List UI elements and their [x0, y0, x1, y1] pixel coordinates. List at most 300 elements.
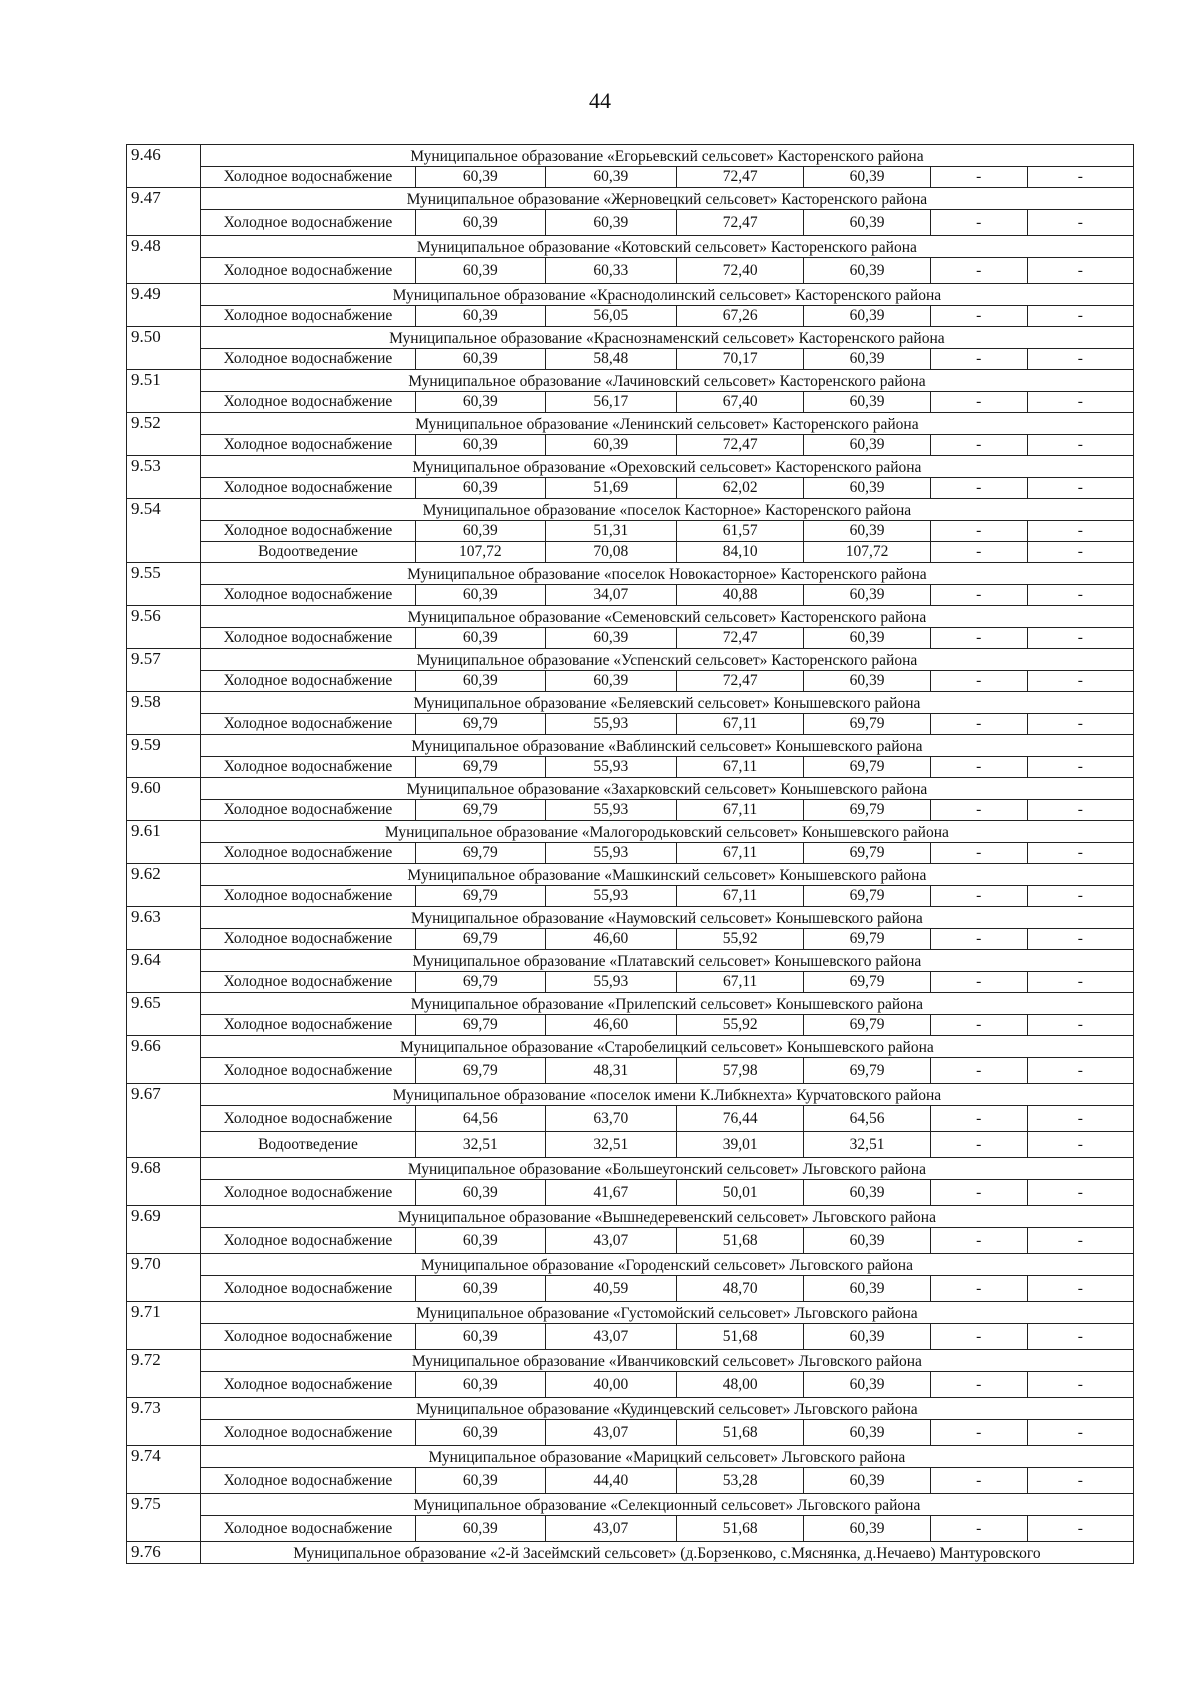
empty-value-cell: -: [1027, 929, 1133, 950]
tariff-value: 69,79: [804, 757, 930, 778]
section-number: 9.53: [127, 456, 201, 499]
section-number: 9.58: [127, 692, 201, 735]
tariff-value: 43,07: [545, 1228, 676, 1254]
empty-value-cell: -: [930, 800, 1027, 821]
empty-value-cell: -: [1027, 167, 1133, 188]
service-name: Холодное водоснабжение: [200, 349, 415, 370]
empty-value-cell: -: [1027, 800, 1133, 821]
section-title: Муниципальное образование «Прилепский сельсовет» Конышевского района: [200, 993, 1133, 1015]
section-title: Муниципальное образование «поселок Касторное» Касторенского района: [200, 499, 1133, 521]
tariff-value: 41,67: [545, 1180, 676, 1206]
tariff-value: 72,47: [676, 671, 803, 692]
empty-value-cell: -: [1027, 843, 1133, 864]
section-number: 9.59: [127, 735, 201, 778]
section-header-row: [127, 606, 1134, 628]
tariff-value: 51,69: [545, 478, 676, 499]
empty-value-cell: -: [930, 349, 1027, 370]
service-name: Холодное водоснабжение: [200, 1276, 415, 1302]
tariff-value: 51,68: [676, 1228, 803, 1254]
section-header-row: [127, 907, 1134, 929]
tariff-value: 53,28: [676, 1468, 803, 1494]
section-header-row: [127, 1302, 1134, 1324]
tariff-row: [127, 521, 1134, 542]
tariff-value: 69,79: [416, 757, 545, 778]
tariff-value: 43,07: [545, 1324, 676, 1350]
section-title: Муниципальное образование «Малогородьковский сельсовет» Конышевского района: [200, 821, 1133, 843]
tariff-value: 60,39: [545, 167, 676, 188]
service-name: Холодное водоснабжение: [200, 1372, 415, 1398]
tariff-value: 46,60: [545, 1015, 676, 1036]
section-title: Муниципальное образование «Ленинский сельсовет» Касторенского района: [200, 413, 1133, 435]
tariff-value: 60,39: [545, 435, 676, 456]
tariff-row: [127, 1276, 1134, 1302]
tariff-row: [127, 1516, 1134, 1542]
service-name: Холодное водоснабжение: [200, 392, 415, 413]
section-title: Муниципальное образование «Семеновский сельсовет» Касторенского района: [200, 606, 1133, 628]
tariff-value: 60,39: [416, 1420, 545, 1446]
empty-value-cell: -: [1027, 521, 1133, 542]
tariff-value: 51,31: [545, 521, 676, 542]
service-name: Холодное водоснабжение: [200, 258, 415, 284]
tariff-value: 48,00: [676, 1372, 803, 1398]
empty-value-cell: -: [930, 972, 1027, 993]
empty-value-cell: -: [930, 1276, 1027, 1302]
tariff-value: 56,17: [545, 392, 676, 413]
section-header-row: [127, 735, 1134, 757]
section-title: Муниципальное образование «Беляевский сельсовет» Конышевского района: [200, 692, 1133, 714]
empty-value-cell: -: [930, 929, 1027, 950]
tariff-value: 55,93: [545, 843, 676, 864]
section-title: Муниципальное образование «Наумовский сельсовет» Конышевского района: [200, 907, 1133, 929]
empty-value-cell: -: [1027, 210, 1133, 236]
tariff-value: 72,47: [676, 435, 803, 456]
section-header-row: [127, 284, 1134, 306]
empty-value-cell: -: [930, 714, 1027, 735]
service-name: Холодное водоснабжение: [200, 521, 415, 542]
section-header-row: [127, 692, 1134, 714]
service-name: Холодное водоснабжение: [200, 1468, 415, 1494]
section-number: 9.73: [127, 1398, 201, 1446]
empty-value-cell: -: [1027, 258, 1133, 284]
section-header-row: [127, 456, 1134, 478]
section-number: 9.46: [127, 145, 201, 188]
tariff-value: 40,59: [545, 1276, 676, 1302]
tariff-value: 107,72: [804, 542, 930, 563]
section-title: Муниципальное образование «Марицкий сельсовет» Льговского района: [200, 1446, 1133, 1468]
section-number: 9.57: [127, 649, 201, 692]
section-number: 9.60: [127, 778, 201, 821]
section-title: Муниципальное образование «Машкинский сельсовет» Конышевского района: [200, 864, 1133, 886]
tariff-value: 67,11: [676, 800, 803, 821]
section-number: 9.61: [127, 821, 201, 864]
section-header-row: [127, 327, 1134, 349]
tariff-value: 60,39: [416, 1468, 545, 1494]
section-number: 9.67: [127, 1084, 201, 1158]
tariff-row: [127, 435, 1134, 456]
tariff-value: 69,79: [416, 800, 545, 821]
section-number: 9.62: [127, 864, 201, 907]
tariff-row: [127, 392, 1134, 413]
tariff-value: 40,88: [676, 585, 803, 606]
tariff-value: 69,79: [804, 843, 930, 864]
tariff-value: 107,72: [416, 542, 545, 563]
tariff-value: 67,11: [676, 972, 803, 993]
tariff-row: [127, 1372, 1134, 1398]
empty-value-cell: -: [930, 671, 1027, 692]
tariff-value: 60,39: [804, 306, 930, 327]
empty-value-cell: -: [930, 1132, 1027, 1158]
section-number: 9.54: [127, 499, 201, 563]
service-name: Водоотведение: [200, 1132, 415, 1158]
service-name: Холодное водоснабжение: [200, 671, 415, 692]
tariff-row: [127, 258, 1134, 284]
section-title: Муниципальное образование «Платавский сельсовет» Конышевского района: [200, 950, 1133, 972]
empty-value-cell: -: [930, 1516, 1027, 1542]
tariff-row: [127, 671, 1134, 692]
section-number: 9.70: [127, 1254, 201, 1302]
empty-value-cell: -: [1027, 435, 1133, 456]
empty-value-cell: -: [1027, 349, 1133, 370]
tariff-value: 67,11: [676, 757, 803, 778]
service-name: Холодное водоснабжение: [200, 628, 415, 649]
empty-value-cell: -: [1027, 1180, 1133, 1206]
empty-value-cell: -: [1027, 1276, 1133, 1302]
service-name: Холодное водоснабжение: [200, 210, 415, 236]
tariff-value: 55,93: [545, 800, 676, 821]
tariff-value: 55,92: [676, 1015, 803, 1036]
tariff-row: [127, 714, 1134, 735]
tariff-row: [127, 585, 1134, 606]
service-name: Водоотведение: [200, 542, 415, 563]
section-title: Муниципальное образование «Вышнедеревенский сельсовет» Льговского района: [200, 1206, 1133, 1228]
service-name: Холодное водоснабжение: [200, 886, 415, 907]
tariff-value: 32,51: [804, 1132, 930, 1158]
tariff-value: 44,40: [545, 1468, 676, 1494]
empty-value-cell: -: [1027, 1132, 1133, 1158]
tariff-value: 60,39: [416, 1324, 545, 1350]
service-name: Холодное водоснабжение: [200, 585, 415, 606]
empty-value-cell: -: [1027, 1420, 1133, 1446]
service-name: Холодное водоснабжение: [200, 1516, 415, 1542]
section-header-row: [127, 413, 1134, 435]
empty-value-cell: -: [930, 258, 1027, 284]
tariff-value: 67,11: [676, 714, 803, 735]
empty-value-cell: -: [1027, 628, 1133, 649]
tariff-value: 60,39: [804, 1468, 930, 1494]
tariff-row: [127, 542, 1134, 563]
section-header-row: [127, 649, 1134, 671]
empty-value-cell: -: [1027, 671, 1133, 692]
tariff-row: [127, 800, 1134, 821]
section-number: 9.64: [127, 950, 201, 993]
tariff-value: 60,39: [804, 210, 930, 236]
tariff-value: 60,39: [804, 521, 930, 542]
tariff-row: [127, 1015, 1134, 1036]
empty-value-cell: -: [1027, 1106, 1133, 1132]
section-number: 9.74: [127, 1446, 201, 1494]
tariff-value: 48,31: [545, 1058, 676, 1084]
service-name: Холодное водоснабжение: [200, 306, 415, 327]
tariff-value: 39,01: [676, 1132, 803, 1158]
section-title: Муниципальное образование «поселок имени К.Либкнехта» Курчатовского района: [200, 1084, 1133, 1106]
tariff-row: [127, 757, 1134, 778]
tariff-value: 55,93: [545, 886, 676, 907]
tariff-value: 70,17: [676, 349, 803, 370]
section-number: 9.49: [127, 284, 201, 327]
tariff-value: 60,39: [545, 671, 676, 692]
tariff-value: 69,79: [416, 714, 545, 735]
service-name: Холодное водоснабжение: [200, 1180, 415, 1206]
tariff-value: 72,47: [676, 167, 803, 188]
tariff-value: 69,79: [804, 714, 930, 735]
tariff-value: 60,39: [804, 167, 930, 188]
service-name: Холодное водоснабжение: [200, 1228, 415, 1254]
service-name: Холодное водоснабжение: [200, 1106, 415, 1132]
section-header-row: [127, 1446, 1134, 1468]
section-header-row: [127, 1254, 1134, 1276]
section-title: Муниципальное образование «Жерновецкий сельсовет» Касторенского района: [200, 188, 1133, 210]
empty-value-cell: -: [1027, 1516, 1133, 1542]
tariff-value: 62,02: [676, 478, 803, 499]
service-name: Холодное водоснабжение: [200, 800, 415, 821]
tariff-value: 70,08: [545, 542, 676, 563]
empty-value-cell: -: [930, 585, 1027, 606]
empty-value-cell: -: [1027, 757, 1133, 778]
section-header-row: [127, 1542, 1134, 1564]
tariff-value: 60,39: [804, 1372, 930, 1398]
service-name: Холодное водоснабжение: [200, 435, 415, 456]
tariff-value: 72,40: [676, 258, 803, 284]
service-name: Холодное водоснабжение: [200, 843, 415, 864]
section-number: 9.56: [127, 606, 201, 649]
tariff-value: 55,93: [545, 757, 676, 778]
tariff-value: 55,93: [545, 972, 676, 993]
empty-value-cell: -: [930, 1372, 1027, 1398]
section-number: 9.68: [127, 1158, 201, 1206]
section-number: 9.76: [127, 1542, 201, 1564]
section-header-row: [127, 236, 1134, 258]
tariff-value: 51,68: [676, 1324, 803, 1350]
tariff-row: [127, 1180, 1134, 1206]
section-title: Муниципальное образование «Городенский сельсовет» Льговского района: [200, 1254, 1133, 1276]
section-number: 9.65: [127, 993, 201, 1036]
tariff-value: 60,39: [416, 628, 545, 649]
tariff-value: 69,79: [804, 1058, 930, 1084]
empty-value-cell: -: [930, 1420, 1027, 1446]
tariff-value: 67,26: [676, 306, 803, 327]
service-name: Холодное водоснабжение: [200, 1420, 415, 1446]
section-title: Муниципальное образование «Старобелицкий сельсовет» Конышевского района: [200, 1036, 1133, 1058]
empty-value-cell: -: [1027, 1372, 1133, 1398]
tariff-row: [127, 210, 1134, 236]
empty-value-cell: -: [1027, 542, 1133, 563]
empty-value-cell: -: [930, 1015, 1027, 1036]
empty-value-cell: -: [1027, 1228, 1133, 1254]
service-name: Холодное водоснабжение: [200, 167, 415, 188]
service-name: Холодное водоснабжение: [200, 478, 415, 499]
tariff-row: [127, 1132, 1134, 1158]
section-header-row: [127, 950, 1134, 972]
tariff-value: 55,93: [545, 714, 676, 735]
tariff-value: 84,10: [676, 542, 803, 563]
empty-value-cell: -: [1027, 1468, 1133, 1494]
empty-value-cell: -: [1027, 306, 1133, 327]
empty-value-cell: -: [930, 1228, 1027, 1254]
tariff-value: 60,39: [416, 306, 545, 327]
tariff-value: 60,39: [804, 1180, 930, 1206]
tariff-row: [127, 1324, 1134, 1350]
empty-value-cell: -: [930, 1468, 1027, 1494]
tariff-value: 50,01: [676, 1180, 803, 1206]
tariff-value: 51,68: [676, 1516, 803, 1542]
empty-value-cell: -: [930, 1324, 1027, 1350]
tariff-value: 60,39: [804, 1420, 930, 1446]
section-header-row: [127, 1398, 1134, 1420]
empty-value-cell: -: [1027, 478, 1133, 499]
empty-value-cell: -: [930, 542, 1027, 563]
tariff-value: 76,44: [676, 1106, 803, 1132]
tariff-value: 60,39: [804, 258, 930, 284]
section-number: 9.69: [127, 1206, 201, 1254]
tariff-row: [127, 1058, 1134, 1084]
section-number: 9.52: [127, 413, 201, 456]
section-title: Муниципальное образование «Селекционный сельсовет» Льговского района: [200, 1494, 1133, 1516]
empty-value-cell: -: [930, 210, 1027, 236]
section-title: Муниципальное образование «2-й Засеймский сельсовет» (д.Борзенково, с.Мяснянка, д.Нечаево) Мантуровского: [200, 1542, 1133, 1564]
empty-value-cell: -: [1027, 972, 1133, 993]
tariff-value: 69,79: [416, 972, 545, 993]
empty-value-cell: -: [1027, 392, 1133, 413]
tariff-value: 69,79: [804, 929, 930, 950]
service-name: Холодное водоснабжение: [200, 1058, 415, 1084]
tariff-row: [127, 478, 1134, 499]
tariff-row: [127, 1468, 1134, 1494]
tariff-value: 32,51: [545, 1132, 676, 1158]
service-name: Холодное водоснабжение: [200, 1015, 415, 1036]
tariff-value: 64,56: [416, 1106, 545, 1132]
tariff-value: 46,60: [545, 929, 676, 950]
section-header-row: [127, 563, 1134, 585]
section-header-row: [127, 1036, 1134, 1058]
section-number: 9.47: [127, 188, 201, 236]
section-title: Муниципальное образование «Котовский сельсовет» Касторенского района: [200, 236, 1133, 258]
section-title: Муниципальное образование «Иванчиковский сельсовет» Льговского района: [200, 1350, 1133, 1372]
tariff-value: 32,51: [416, 1132, 545, 1158]
section-title: Муниципальное образование «Большеугонский сельсовет» Льговского района: [200, 1158, 1133, 1180]
tariff-value: 60,39: [416, 671, 545, 692]
tariff-value: 67,11: [676, 843, 803, 864]
section-title: Муниципальное образование «Густомойский сельсовет» Льговского района: [200, 1302, 1133, 1324]
tariff-value: 43,07: [545, 1420, 676, 1446]
tariff-value: 34,07: [545, 585, 676, 606]
tariff-value: 60,39: [416, 210, 545, 236]
section-number: 9.66: [127, 1036, 201, 1084]
tariff-row: [127, 306, 1134, 327]
tariff-row: [127, 1228, 1134, 1254]
tariff-value: 60,39: [416, 521, 545, 542]
tariff-value: 60,39: [416, 258, 545, 284]
empty-value-cell: -: [930, 757, 1027, 778]
section-header-row: [127, 1084, 1134, 1106]
tariff-value: 60,39: [804, 478, 930, 499]
tariff-value: 60,39: [416, 478, 545, 499]
section-header-row: [127, 370, 1134, 392]
section-header-row: [127, 1350, 1134, 1372]
section-header-row: [127, 1206, 1134, 1228]
empty-value-cell: -: [930, 167, 1027, 188]
empty-value-cell: -: [1027, 1015, 1133, 1036]
tariff-value: 60,39: [416, 392, 545, 413]
tariff-row: [127, 972, 1134, 993]
tariff-value: 69,79: [416, 886, 545, 907]
section-header-row: [127, 864, 1134, 886]
empty-value-cell: -: [1027, 1058, 1133, 1084]
tariff-row: [127, 886, 1134, 907]
tariff-value: 67,11: [676, 886, 803, 907]
section-title: Муниципальное образование «Краснознаменский сельсовет» Касторенского района: [200, 327, 1133, 349]
section-number: 9.48: [127, 236, 201, 284]
empty-value-cell: -: [1027, 585, 1133, 606]
section-header-row: [127, 1494, 1134, 1516]
service-name: Холодное водоснабжение: [200, 972, 415, 993]
tariff-row: [127, 1420, 1134, 1446]
section-header-row: [127, 778, 1134, 800]
tariff-value: 60,39: [804, 435, 930, 456]
tariff-value: 60,39: [545, 628, 676, 649]
tariff-value: 48,70: [676, 1276, 803, 1302]
empty-value-cell: -: [1027, 714, 1133, 735]
section-number: 9.71: [127, 1302, 201, 1350]
section-header-row: [127, 821, 1134, 843]
empty-value-cell: -: [930, 843, 1027, 864]
tariff-value: 60,39: [416, 167, 545, 188]
tariff-row: [127, 843, 1134, 864]
section-header-row: [127, 188, 1134, 210]
tariff-value: 60,39: [416, 1516, 545, 1542]
tariff-value: 51,68: [676, 1420, 803, 1446]
section-number: 9.51: [127, 370, 201, 413]
section-title: Муниципальное образование «Кудинцевский сельсовет» Льговского района: [200, 1398, 1133, 1420]
empty-value-cell: -: [1027, 886, 1133, 907]
section-title: Муниципальное образование «Захарковский сельсовет» Конышевского района: [200, 778, 1133, 800]
section-number: 9.50: [127, 327, 201, 370]
empty-value-cell: -: [930, 1180, 1027, 1206]
empty-value-cell: -: [930, 435, 1027, 456]
tariff-value: 60,39: [804, 392, 930, 413]
tariff-value: 69,79: [416, 843, 545, 864]
tariff-value: 60,39: [416, 1228, 545, 1254]
tariff-value: 60,39: [804, 1324, 930, 1350]
tariff-value: 69,79: [416, 929, 545, 950]
section-header-row: [127, 1158, 1134, 1180]
service-name: Холодное водоснабжение: [200, 1324, 415, 1350]
tariff-value: 69,79: [416, 1058, 545, 1084]
service-name: Холодное водоснабжение: [200, 929, 415, 950]
tariff-value: 60,39: [804, 1276, 930, 1302]
tariff-value: 72,47: [676, 628, 803, 649]
section-header-row: [127, 145, 1134, 167]
tariff-value: 60,39: [416, 349, 545, 370]
tariff-value: 67,40: [676, 392, 803, 413]
section-header-row: [127, 993, 1134, 1015]
empty-value-cell: -: [930, 521, 1027, 542]
tariff-value: 60,33: [545, 258, 676, 284]
tariff-value: 60,39: [416, 435, 545, 456]
tariff-value: 60,39: [804, 1516, 930, 1542]
section-title: Муниципальное образование «Лачиновский сельсовет» Касторенского района: [200, 370, 1133, 392]
empty-value-cell: -: [930, 1058, 1027, 1084]
service-name: Холодное водоснабжение: [200, 757, 415, 778]
